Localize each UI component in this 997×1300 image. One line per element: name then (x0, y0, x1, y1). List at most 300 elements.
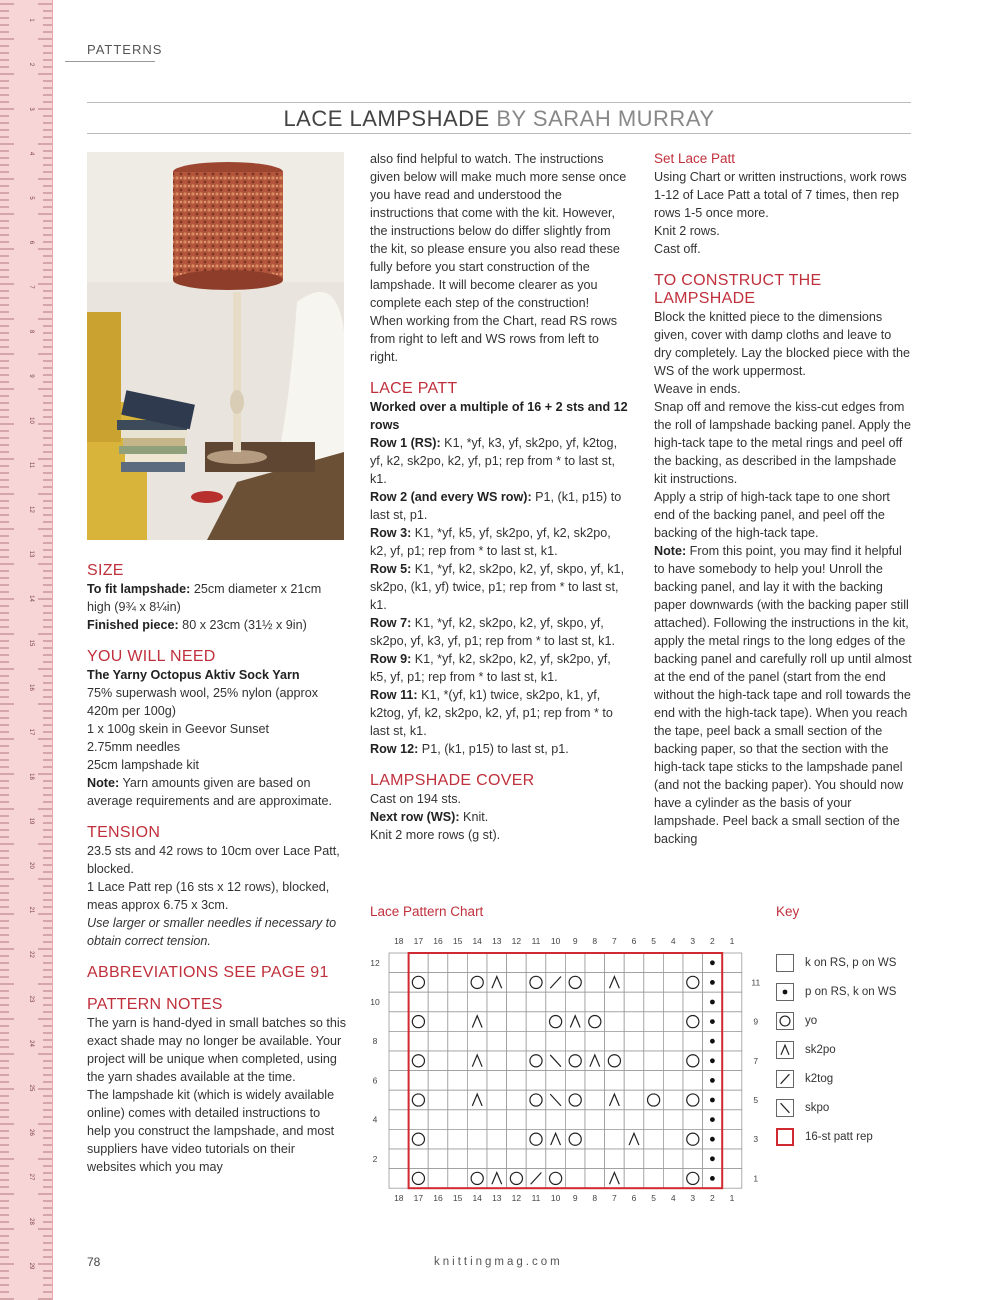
chart-cell (487, 1031, 507, 1051)
row-instruction: Row 5: K1, *yf, k2, sk2po, k2, yf, skpo, yf, k1, sk2po, (k1, yf) twice, p1; rep from * to last st, k1. (370, 562, 625, 612)
chart-cell (409, 1110, 429, 1130)
chart-cell (448, 1012, 468, 1032)
chart-cell (722, 1012, 742, 1032)
ruler-number: 6 (28, 240, 34, 245)
chart-cell (644, 1071, 664, 1091)
chart-cell (722, 1110, 742, 1130)
chart-cell (428, 1071, 448, 1091)
chart-cell (605, 1110, 625, 1130)
k2tog-icon (776, 1070, 794, 1088)
chart-row-number: 5 (753, 1095, 759, 1105)
chart-cell (389, 1012, 409, 1032)
key-label: skpo (805, 1102, 830, 1114)
chart-cell (526, 1031, 546, 1051)
cover-heading: LAMPSHADE COVER (370, 772, 535, 789)
chart-col-number: 12 (511, 1193, 522, 1204)
chart-cell (487, 973, 507, 993)
chart-cell (526, 1071, 546, 1091)
ruler-number: 10 (28, 417, 34, 424)
set-line: Knit 2 rows. (654, 224, 720, 238)
chart-cell (624, 1110, 644, 1130)
chart-cell (624, 1012, 644, 1032)
chart-col-number: 1 (729, 1193, 735, 1204)
chart-cell (644, 953, 664, 973)
set-lace-heading: Set Lace Patt (654, 151, 736, 166)
chart-cell (428, 1149, 448, 1169)
chart-col-number: 8 (592, 936, 598, 946)
column-right (654, 150, 912, 848)
ruler-number: 3 (28, 107, 34, 111)
chart-cell (526, 992, 546, 1012)
chart-cell (428, 1012, 448, 1032)
chart-cell (448, 953, 468, 973)
construct-heading: TO CONSTRUCT THE LAMPSHADE (654, 272, 822, 307)
chart-cell (507, 1090, 527, 1110)
chart-cell (703, 1169, 723, 1189)
chart-cell (409, 1129, 429, 1149)
ruler-number: 29 (28, 1262, 34, 1270)
chart-cell (546, 1169, 566, 1189)
chart-cell (722, 1051, 742, 1071)
chart-col-number: 7 (612, 936, 617, 946)
chart-cell (663, 1090, 683, 1110)
cover-line: Cast on 194 sts. (370, 792, 462, 806)
key-label: k on RS, p on WS (805, 957, 897, 969)
chart-col-number: 16 (433, 1193, 443, 1204)
chart-cell (467, 973, 487, 993)
chart-cell (409, 1169, 429, 1189)
chart-col-number: 9 (572, 1193, 578, 1204)
chart-cell (428, 973, 448, 993)
ruler-ticks (0, 0, 52, 1300)
chart-cell (389, 1149, 409, 1169)
key-item (776, 952, 896, 974)
chart-cell (722, 1090, 742, 1110)
notes-heading: PATTERN NOTES (87, 996, 223, 1013)
chart-col-number: 7 (612, 1193, 617, 1204)
chart-cell (389, 1129, 409, 1149)
chart-cell (467, 1129, 487, 1149)
chart-cell (389, 1031, 409, 1051)
ruler-number: 16 (28, 684, 34, 691)
chart-cell (507, 1031, 527, 1051)
chart-cell (428, 1031, 448, 1051)
chart-cell (448, 1169, 468, 1189)
chart-cell (624, 992, 644, 1012)
chart-row-number: 11 (751, 977, 761, 988)
chart-cell (683, 953, 703, 973)
chart-cell (644, 1169, 664, 1189)
chart-row-number: 7 (753, 1055, 759, 1066)
chart-cell (585, 1071, 605, 1091)
size-heading: SIZE (87, 562, 124, 579)
chart-cell (585, 973, 605, 993)
set-line: Cast off. (654, 242, 701, 256)
chart-cell (565, 1090, 585, 1110)
chart-cell (624, 953, 644, 973)
chart-cell (467, 1031, 487, 1051)
chart-cell (487, 1169, 507, 1189)
tension-heading: TENSION (87, 824, 161, 841)
dot-icon (776, 983, 794, 1001)
chart-row-number: 9 (753, 1016, 759, 1027)
chart-cell (428, 1090, 448, 1110)
chart-row-number: 6 (372, 1075, 378, 1086)
key-item (776, 1039, 836, 1061)
chart-col-number: 14 (472, 1193, 482, 1204)
chart-cell (663, 1051, 683, 1071)
chart-cell (722, 1149, 742, 1169)
construct-line: Block the knitted piece to the dimensions given, cover with damp cloths and leave to dry completely. Lay the blocked piece with the WS of the work uppermost. (654, 310, 910, 378)
row-instruction: Row 9: K1, *yf, k2, sk2po, k2, yf, sk2po, yf, k5, yf, p1; rep from * to last st, k1. (370, 652, 611, 684)
chart-cell (683, 1169, 703, 1189)
chart-row-number: 12 (370, 957, 380, 968)
lampshade-photo (87, 152, 344, 540)
chart-cell (467, 1012, 487, 1032)
chart-cell (624, 1071, 644, 1091)
chart-cell (585, 992, 605, 1012)
lace-sub: Worked over a multiple of 16 + 2 sts and 12 rows (370, 400, 628, 432)
chart-cell (389, 953, 409, 973)
key-label: sk2po (805, 1044, 836, 1056)
chart-cell (663, 1110, 683, 1130)
page-title (87, 106, 911, 132)
title-rule-bottom (87, 133, 911, 134)
chart-cell (605, 1031, 625, 1051)
chart-cell (389, 1169, 409, 1189)
need-line: 25cm lampshade kit (87, 758, 199, 772)
chart-cell (683, 1071, 703, 1091)
key-item (776, 1126, 873, 1148)
key-label: k2tog (805, 1073, 834, 1085)
ruler-number: 25 (28, 1084, 34, 1092)
chart-cell (605, 1051, 625, 1071)
chart-cell (428, 953, 448, 973)
chart-cell (644, 1090, 664, 1110)
key-title: Key (776, 904, 800, 919)
chart-cell (605, 1012, 625, 1032)
chart-cell (683, 992, 703, 1012)
chart-cell (507, 1169, 527, 1189)
chart-cell (546, 953, 566, 973)
chart-cell (448, 1090, 468, 1110)
chart-col-number: 13 (492, 1193, 502, 1204)
chart-cell (389, 992, 409, 1012)
title-author: BY SARAH MURRAY (496, 106, 715, 131)
ruler-number: 2 (28, 62, 34, 67)
chart-row-number: 2 (372, 1153, 378, 1164)
notes-line: The yarn is hand-dyed in small batches so this exact shade may no longer be available. Your project will be unique when completed, using the yarn shades available at the time. (87, 1016, 347, 1084)
need-heading: YOU WILL NEED (87, 648, 216, 665)
chart-cell (487, 992, 507, 1012)
ruler-number: 28 (28, 1218, 34, 1225)
construct-note: Note: From this point, you may find it helpful to have somebody to help you! Unroll the backing panel, and lay it with the backing paper downwards (with the backing paper still attached). Following the instructions in the kit, apply the metal rings to the long edges of the backing panel and carefully roll up until almost at the end of the panel (start from the end without the high-tack tape and roll towards the end with the high-tack tape). When you reach the tape, peel back a small section of the backing paper, so that the section with the high-tack tape sticks to the lampshade panel (and not the backing paper). You should now have a cylinder as the basis of your lampshade. Peel back a small section of the backing (654, 544, 912, 846)
chart-col-number: 2 (710, 936, 715, 946)
chart-cell (448, 1071, 468, 1091)
chart-col-number: 2 (710, 1193, 715, 1204)
chart-col-number: 1 (729, 936, 735, 946)
chart-cell (585, 1169, 605, 1189)
chart-cell (683, 1031, 703, 1051)
key-item (776, 1010, 817, 1032)
need-note: Note: Yarn amounts given are based on average requirements and are approximate. (87, 776, 333, 808)
chart-cell (546, 1071, 566, 1091)
chart-cell (448, 1129, 468, 1149)
chart-cell (409, 992, 429, 1012)
chart-cell (722, 1169, 742, 1189)
key-label: p on RS, k on WS (805, 986, 897, 998)
lace-chart-grid (360, 930, 770, 1210)
skpo-icon (776, 1099, 794, 1117)
chart-cell (507, 992, 527, 1012)
chart-cell (683, 1012, 703, 1032)
chart-cell (624, 1169, 644, 1189)
ruler-number: 12 (28, 506, 34, 513)
chart-cell (703, 1051, 723, 1071)
chart-cell (428, 992, 448, 1012)
chart-cell (565, 973, 585, 993)
ruler-number: 11 (28, 461, 34, 469)
chart-cell (624, 1090, 644, 1110)
ruler-number: 1 (28, 18, 34, 22)
chart-cell (722, 1071, 742, 1091)
chart-cell (585, 1090, 605, 1110)
chart-cell (389, 1090, 409, 1110)
chart-cell (487, 1071, 507, 1091)
chart-cell (585, 1149, 605, 1169)
chart-cell (467, 953, 487, 973)
chart-cell (624, 1149, 644, 1169)
chart-cell (663, 1149, 683, 1169)
chart-cell (467, 1090, 487, 1110)
chart-col-number: 16 (433, 936, 443, 946)
chart-cell (448, 973, 468, 993)
intro-line: also find helpful to watch. The instructions given below will make much more sense once you have read and understood the instructions that come with the kit. However, the instructions below do differ slightly from the kit, so please ensure you also read these fully before you start construction of the lampshade. It will become clearer as you complete each step of the construction! (370, 152, 627, 310)
chart-col-number: 3 (690, 1193, 696, 1204)
chart-cell (605, 973, 625, 993)
chart-cell (546, 1031, 566, 1051)
chart-cell (624, 1129, 644, 1149)
chart-cell (624, 1031, 644, 1051)
title-rule-top (87, 102, 911, 103)
construct-line: Weave in ends. (654, 382, 741, 396)
ruler-number: 21 (28, 906, 34, 914)
need-line: 75% superwash wool, 25% nylon (approx 420m per 100g) (87, 686, 319, 718)
chart-cell (448, 1110, 468, 1130)
chart-cell (546, 1129, 566, 1149)
site-url: knittingmag.com (434, 1256, 563, 1268)
side-ruler (0, 0, 53, 1300)
chart-cell (565, 992, 585, 1012)
column-left (87, 562, 347, 1176)
chart-cell (526, 953, 546, 973)
chart-cell (722, 953, 742, 973)
chart-cell (467, 1169, 487, 1189)
tension-line: 23.5 sts and 42 rows to 10cm over Lace Patt, blocked. (87, 844, 340, 876)
chart-cell (585, 1012, 605, 1032)
chart-cell (605, 1169, 625, 1189)
chart-cell (624, 973, 644, 993)
chart-cell (409, 1031, 429, 1051)
ruler-number: 4 (28, 151, 34, 156)
tension-line: 1 Lace Patt rep (16 sts x 12 rows), blocked, meas approx 6.75 x 3cm. (87, 880, 330, 912)
chart-cell (428, 1051, 448, 1071)
chart-cell (526, 1012, 546, 1032)
row-instruction: Row 12: P1, (k1, p15) to last st, p1. (370, 742, 569, 756)
chart-cell (467, 1071, 487, 1091)
chart-cell (644, 973, 664, 993)
chart-cell (487, 1012, 507, 1032)
need-line: 1 x 100g skein in Geevor Sunset (87, 722, 270, 736)
chart-col-number: 17 (413, 936, 424, 946)
chart-col-number: 10 (550, 1193, 561, 1204)
chart-col-number: 13 (492, 936, 502, 946)
set-line: Using Chart or written instructions, work rows 1-12 of Lace Patt a total of 7 times, then rep rows 1-5 once more. (654, 170, 907, 220)
chart-cell (683, 1149, 703, 1169)
yarn-name: The Yarny Octopus Aktiv Sock Yarn (87, 668, 300, 682)
chart-cell (487, 1129, 507, 1149)
chart-cell (565, 1071, 585, 1091)
chart-col-number: 10 (550, 936, 561, 946)
ruler-number: 20 (28, 862, 34, 869)
title-main: LACE LAMPSHADE (283, 106, 490, 131)
chart-cell (546, 1012, 566, 1032)
chart-cell (409, 1071, 429, 1091)
cover-line: Knit 2 more rows (g st). (370, 828, 501, 842)
chart-cell (546, 973, 566, 993)
chart-cell (507, 1110, 527, 1130)
chart-cell (565, 953, 585, 973)
tension-italic: Use larger or smaller needles if necessary to obtain correct tension. (87, 916, 337, 948)
section-label: PATTERNS (87, 42, 163, 57)
chart-cell (644, 1051, 664, 1071)
chart-col-number: 18 (394, 1193, 404, 1204)
need-line: 2.75mm needles (87, 740, 181, 754)
chart-cell (703, 1110, 723, 1130)
chart-cell (428, 1110, 448, 1130)
construct-line: Snap off and remove the kiss-cut edges from the roll of lampshade backing panel. Apply the high-tack tape to the metal rings and peel off the backing, as described in the lampshade kit instructions. (654, 400, 911, 486)
key-item (776, 981, 896, 1003)
size-fit: To fit lampshade: 25cm diameter x 21cm high (9¾ x 8¼in) (87, 582, 322, 614)
abbreviations-heading: ABBREVIATIONS SEE PAGE 91 (87, 964, 329, 981)
chart-cell (624, 1051, 644, 1071)
chart-cell (526, 1090, 546, 1110)
chart-cell (722, 973, 742, 993)
key-item (776, 1068, 833, 1090)
chart-cell (507, 1149, 527, 1169)
chart-col-number: 15 (452, 936, 463, 946)
column-middle (370, 150, 628, 844)
chart-cell (389, 1071, 409, 1091)
size-finished: Finished piece: 80 x 23cm (31½ x 9in) (87, 618, 307, 632)
chart-cell (722, 1129, 742, 1149)
chart-col-number: 12 (511, 936, 522, 946)
chart-cell (703, 1149, 723, 1169)
chart-cell (644, 992, 664, 1012)
key-item (776, 1097, 829, 1119)
chart-cell (683, 1051, 703, 1071)
chart-cell (507, 973, 527, 993)
ruler-number: 8 (28, 329, 34, 334)
ruler-number: 5 (28, 196, 34, 200)
chart-col-number: 5 (651, 936, 656, 946)
ruler-number: 7 (28, 285, 34, 289)
chart-row-number: 1 (753, 1173, 759, 1184)
chart-cell (644, 1012, 664, 1032)
cover-next-row: Next row (WS): Knit. (370, 810, 489, 824)
chart-cell (389, 973, 409, 993)
chart-cell (526, 973, 546, 993)
chart-cell (507, 1012, 527, 1032)
lace-chart (360, 930, 770, 1215)
section-underline (65, 61, 155, 62)
chart-cell (507, 1129, 527, 1149)
chart-cell (683, 1110, 703, 1130)
chart-cell (507, 953, 527, 973)
chart-col-number: 17 (413, 1193, 424, 1204)
row-instruction: Row 7: K1, *yf, k2, sk2po, k2, yf, skpo, yf, sk2po, yf, k3, yf, p1; rep from * to last st, k1. (370, 616, 615, 648)
chart-cell (663, 1031, 683, 1051)
chart-col-number: 11 (531, 1193, 541, 1204)
chart-cell (644, 1129, 664, 1149)
chart-col-number: 15 (452, 1193, 463, 1204)
chart-cell (703, 1012, 723, 1032)
ruler-number: 15 (28, 639, 34, 647)
chart-cell (448, 1149, 468, 1169)
chart-col-number: 3 (690, 936, 696, 946)
chart-cell (487, 1090, 507, 1110)
chart-cell (605, 992, 625, 1012)
chart-cell (526, 1149, 546, 1169)
ruler-number: 22 (28, 951, 34, 958)
chart-cell (703, 1071, 723, 1091)
chart-cell (409, 1090, 429, 1110)
chart-cell (644, 1149, 664, 1169)
key-label: yo (805, 1015, 818, 1027)
chart-cell (722, 1031, 742, 1051)
chart-cell (644, 1031, 664, 1051)
ruler-number: 18 (28, 773, 34, 780)
ruler-number: 26 (28, 1129, 34, 1136)
chart-cell (546, 992, 566, 1012)
chart-cell (644, 1110, 664, 1130)
ruler-number: 23 (28, 995, 34, 1003)
chart-cell (565, 1149, 585, 1169)
chart-cell (703, 1090, 723, 1110)
chart-col-number: 11 (531, 936, 541, 946)
chart-cell (605, 1129, 625, 1149)
chart-cell (487, 953, 507, 973)
chart-cell (507, 1051, 527, 1071)
chart-cell (428, 1129, 448, 1149)
chart-cell (585, 1031, 605, 1051)
chart-cell (565, 1051, 585, 1071)
chart-col-number: 5 (651, 1193, 656, 1204)
chart-cell (389, 1051, 409, 1071)
chart-cell (663, 973, 683, 993)
chart-cell (546, 1051, 566, 1071)
chart-cell (663, 953, 683, 973)
chart-cell (663, 1071, 683, 1091)
chart-cell (467, 1110, 487, 1130)
rep-icon (776, 1128, 794, 1146)
chart-row-number: 3 (753, 1134, 759, 1145)
chart-col-number: 18 (394, 936, 404, 946)
chart-cell (428, 1169, 448, 1189)
chart-cell (448, 992, 468, 1012)
blank-icon (776, 954, 794, 972)
chart-cell (487, 1110, 507, 1130)
